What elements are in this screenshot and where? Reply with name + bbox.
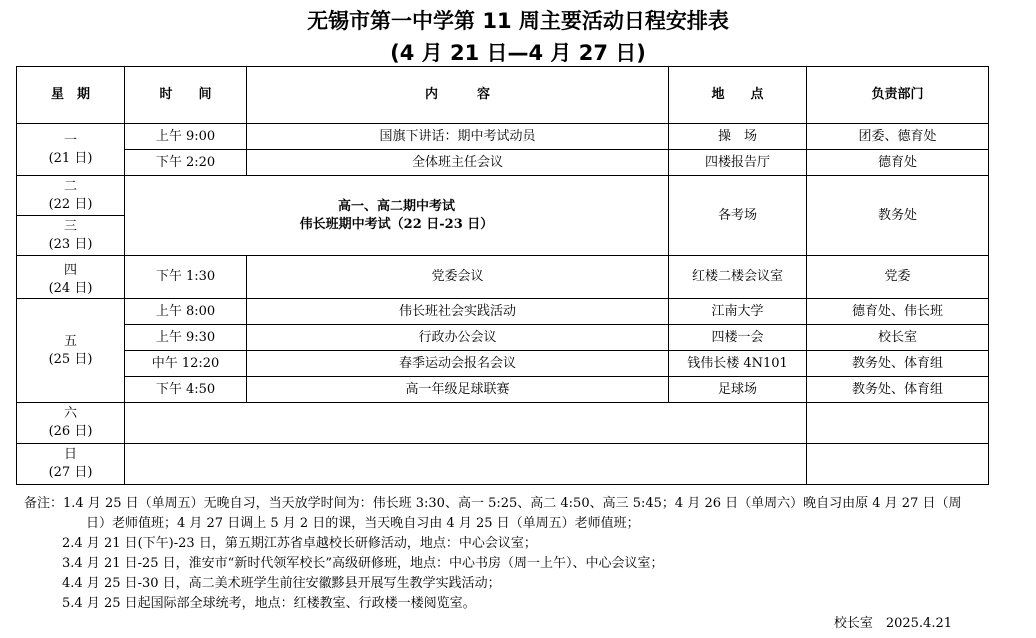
day-cell-sun <box>17 444 125 485</box>
content-cell: 全体班主任会议 <box>247 150 669 176</box>
location-cell: 操 场 <box>669 124 807 150</box>
day-date: (25 日) <box>48 351 93 367</box>
day-name: 日 <box>63 447 77 462</box>
day-name: 二 <box>63 178 77 194</box>
content-cell: 伟长班社会实践活动 <box>247 299 669 325</box>
day-date: (23 日) <box>48 236 93 252</box>
note-line: 3.4 月 21 日-25 日，淮安市“新时代领军校长”高级研修班，地点：中心书房（周一上午）、中心会议室； <box>62 556 664 571</box>
day-cell-tue <box>17 176 125 216</box>
time-cell: 上午 8:00 <box>125 299 247 325</box>
department-cell: 校长室 <box>807 325 989 351</box>
time-cell: 中午 12:20 <box>125 351 247 377</box>
day-cell-mon <box>17 124 125 176</box>
time-cell: 下午 1:30 <box>125 256 247 299</box>
day-cell-wed <box>17 216 125 256</box>
content-cell: 国旗下讲话：期中考试动员 <box>247 124 669 150</box>
time-cell: 上午 9:00 <box>125 124 247 150</box>
note-line: 4.4 月 25 日-30 日，高二美术班学生前往安徽黟县开展写生教学实践活动； <box>62 576 501 591</box>
header-day: 星 期 <box>17 67 125 124</box>
day-cell-thu <box>17 256 125 299</box>
day-date: (24 日) <box>48 281 93 296</box>
table-row <box>17 325 989 351</box>
day-cell-fri <box>17 299 125 403</box>
time-cell: 下午 2:20 <box>125 150 247 176</box>
note-line: 备注：1.4 月 25 日（单周五）无晚自习，当天放学时间为：伟长班 3:30、高一 5:25、高二 4:50、高三 5:45；4 月 26 日（单周六）晚自习由原 4 月 27 日（周 <box>24 496 962 511</box>
content-cell: 春季运动会报名会议 <box>247 351 669 377</box>
empty-cell <box>125 444 807 485</box>
schedule-table <box>16 66 989 485</box>
department-cell: 教务处 <box>807 176 989 256</box>
page-subtitle: (4 月 21 日—4 月 27 日) <box>390 41 646 65</box>
department-cell: 教务处、体育组 <box>807 351 989 377</box>
table-row <box>17 256 989 299</box>
table-row <box>17 150 989 176</box>
department-cell: 教务处、体育组 <box>807 377 989 403</box>
location-cell: 各考场 <box>669 176 807 256</box>
department-cell: 德育处 <box>807 150 989 176</box>
header-content: 内 容 <box>247 67 669 124</box>
note-line: 5.4 月 25 日起国际部全球统考，地点：红楼教室、行政楼一楼阅览室。 <box>62 596 476 611</box>
empty-cell <box>125 403 807 444</box>
day-name: 六 <box>63 406 77 421</box>
content-cell: 行政办公会议 <box>247 325 669 351</box>
time-cell: 上午 9:30 <box>125 325 247 351</box>
empty-cell <box>807 444 989 485</box>
time-cell: 下午 4:50 <box>125 377 247 403</box>
department-cell: 党委 <box>807 256 989 299</box>
header-location: 地 点 <box>669 67 807 124</box>
day-name: 一 <box>63 132 77 148</box>
location-cell: 四楼报告厅 <box>669 150 807 176</box>
page-title: 无锡市第一中学第 11 周主要活动日程安排表 <box>307 9 729 33</box>
day-name: 四 <box>63 263 77 278</box>
location-cell: 四楼一会 <box>669 325 807 351</box>
note-line: 日）老师值班；4 月 27 日调上 5 月 2 日的课，当天晚自习由 4 月 25 日（单周五）老师值班； <box>86 516 640 531</box>
day-name: 五 <box>63 333 77 349</box>
exam-line-1: 高一、高二期中考试 <box>337 198 455 214</box>
day-name: 三 <box>63 218 77 234</box>
signature: 校长室 2025.4.21 <box>833 616 952 631</box>
day-cell-sat <box>17 403 125 444</box>
location-cell: 红楼二楼会议室 <box>669 256 807 299</box>
table-row <box>17 403 989 444</box>
day-date: (27 日) <box>48 465 93 480</box>
location-cell: 足球场 <box>669 377 807 403</box>
exam-cell <box>125 176 669 256</box>
content-cell: 高一年级足球联赛 <box>247 377 669 403</box>
table-row <box>17 351 989 377</box>
table-row <box>17 377 989 403</box>
header-department: 负责部门 <box>807 67 989 124</box>
notes-section <box>24 494 994 614</box>
table-row <box>17 444 989 485</box>
header-time: 时 间 <box>125 67 247 124</box>
day-date: (22 日) <box>48 196 93 212</box>
content-cell: 党委会议 <box>247 256 669 299</box>
note-line: 2.4 月 21 日(下午)-23 日，第五期江苏省卓越校长研修活动，地点：中心会议室； <box>62 536 537 551</box>
location-cell: 江南大学 <box>669 299 807 325</box>
table-row <box>17 176 989 216</box>
table-row <box>17 299 989 325</box>
department-cell: 德育处、伟长班 <box>807 299 989 325</box>
empty-cell <box>807 403 989 444</box>
table-row <box>17 124 989 150</box>
exam-line-2: 伟长班期中考试（22 日-23 日） <box>299 216 494 232</box>
location-cell: 钱伟长楼 4N101 <box>669 351 807 377</box>
department-cell: 团委、德育处 <box>807 124 989 150</box>
day-date: (21 日) <box>48 150 93 166</box>
day-date: (26 日) <box>48 424 93 439</box>
header-row <box>17 67 989 124</box>
